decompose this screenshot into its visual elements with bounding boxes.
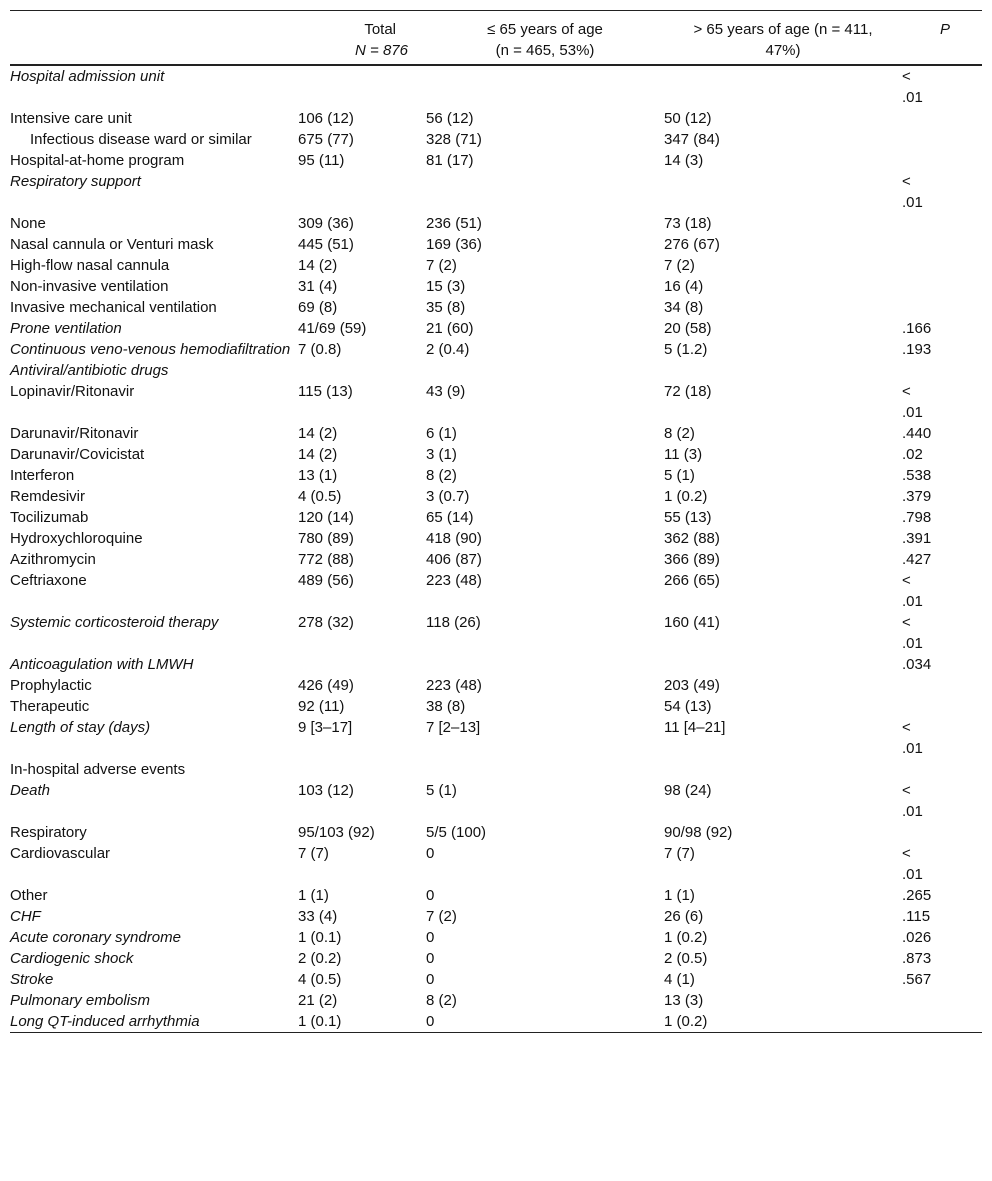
row-young bbox=[426, 759, 664, 780]
header-old-line1: > 65 years of age (n = 411, bbox=[693, 21, 873, 38]
row-p-value bbox=[902, 234, 982, 255]
row-total: 675 (77) bbox=[298, 130, 354, 148]
header-variable bbox=[10, 11, 298, 65]
row-p-value: < .01 bbox=[902, 613, 923, 652]
row-p-value: .265 bbox=[902, 886, 932, 904]
row-total: 4 (0.5) bbox=[298, 487, 342, 505]
row-p-value: .538 bbox=[902, 466, 932, 484]
row-young: 7 (2) bbox=[426, 907, 457, 925]
row-p-value: .166 bbox=[902, 319, 932, 337]
table-row bbox=[10, 465, 982, 486]
row-p-value: .391 bbox=[902, 529, 932, 547]
row-old: 8 (2) bbox=[664, 424, 695, 442]
row-old: 11 (3) bbox=[664, 445, 703, 463]
row-label: CHF bbox=[10, 907, 41, 925]
row-young: 65 (14) bbox=[426, 508, 474, 526]
table-row bbox=[10, 822, 982, 843]
row-old: 90/98 (92) bbox=[664, 823, 733, 841]
row-total: 4 (0.5) bbox=[298, 970, 342, 988]
row-total: 14 (2) bbox=[298, 424, 338, 442]
row-young: 418 (90) bbox=[426, 529, 482, 547]
row-p-value: .115 bbox=[902, 907, 931, 925]
row-p-value bbox=[902, 255, 982, 276]
row-label: Non-invasive ventilation bbox=[10, 277, 169, 295]
row-young: 8 (2) bbox=[426, 466, 457, 484]
row-total: 106 (12) bbox=[298, 109, 354, 127]
row-total: 7 (0.8) bbox=[298, 340, 342, 358]
table-row bbox=[10, 528, 982, 549]
header-total bbox=[298, 11, 426, 65]
table-row bbox=[10, 150, 982, 171]
row-total: 33 (4) bbox=[298, 907, 338, 925]
row-label: In-hospital adverse events bbox=[10, 760, 186, 778]
row-label: Infectious disease ward or similar bbox=[30, 130, 252, 148]
row-total bbox=[298, 654, 426, 675]
row-label: Interferon bbox=[10, 466, 75, 484]
row-young: 7 (2) bbox=[426, 256, 457, 274]
table-row bbox=[10, 423, 982, 444]
table-row bbox=[10, 549, 982, 570]
row-label: Ceftriaxone bbox=[10, 571, 87, 589]
row-label: Anticoagulation with LMWH bbox=[10, 655, 194, 673]
table-row bbox=[10, 1011, 982, 1033]
row-old: 55 (13) bbox=[664, 508, 712, 526]
table-row bbox=[10, 507, 982, 528]
row-total: 1 (0.1) bbox=[298, 928, 342, 946]
row-p-value bbox=[902, 129, 982, 150]
row-old: 203 (49) bbox=[664, 676, 720, 694]
row-old bbox=[664, 171, 902, 213]
row-total: 31 (4) bbox=[298, 277, 338, 295]
row-old: 20 (58) bbox=[664, 319, 712, 337]
row-young: 6 (1) bbox=[426, 424, 457, 442]
row-young: 0 bbox=[426, 886, 435, 904]
row-p-value: .440 bbox=[902, 424, 932, 442]
row-young: 15 (3) bbox=[426, 277, 466, 295]
table-row bbox=[10, 234, 982, 255]
row-young: 56 (12) bbox=[426, 109, 474, 127]
table-row bbox=[10, 108, 982, 129]
row-total: 41/69 (59) bbox=[298, 319, 367, 337]
table-row bbox=[10, 276, 982, 297]
row-p-value: .873 bbox=[902, 949, 932, 967]
row-young: 236 (51) bbox=[426, 214, 482, 232]
row-label: Darunavir/Ritonavir bbox=[10, 424, 139, 442]
row-p-value: < .01 bbox=[902, 67, 923, 106]
row-total: 489 (56) bbox=[298, 571, 354, 589]
header-old-line2: 47%) bbox=[765, 42, 801, 59]
row-total: 14 (2) bbox=[298, 445, 338, 463]
header-young-line1: ≤ 65 years of age bbox=[487, 21, 603, 38]
row-total: 1 (1) bbox=[298, 886, 329, 904]
table-row bbox=[10, 297, 982, 318]
row-young: 43 (9) bbox=[426, 382, 466, 400]
row-young bbox=[426, 360, 664, 381]
table-row bbox=[10, 444, 982, 465]
row-old: 5 (1) bbox=[664, 466, 695, 484]
row-old: 1 (1) bbox=[664, 886, 695, 904]
row-total bbox=[298, 360, 426, 381]
row-label: Lopinavir/Ritonavir bbox=[10, 382, 135, 400]
table-row bbox=[10, 927, 982, 948]
row-label: Tocilizumab bbox=[10, 508, 89, 526]
row-label: Nasal cannula or Venturi mask bbox=[10, 235, 214, 253]
row-label: Cardiovascular bbox=[10, 844, 111, 862]
row-total: 21 (2) bbox=[298, 991, 338, 1009]
row-label: Other bbox=[10, 886, 48, 904]
header-young bbox=[426, 11, 664, 65]
row-p-value bbox=[902, 990, 982, 1011]
row-old: 34 (8) bbox=[664, 298, 704, 316]
row-old: 13 (3) bbox=[664, 991, 704, 1009]
row-label: Prone ventilation bbox=[10, 319, 122, 337]
table-row bbox=[10, 654, 982, 675]
row-young: 38 (8) bbox=[426, 697, 466, 715]
table-row bbox=[10, 339, 982, 360]
header-total-line1: Total bbox=[364, 21, 396, 38]
table-row bbox=[10, 570, 982, 612]
row-young: 223 (48) bbox=[426, 571, 482, 589]
row-p-value bbox=[902, 696, 982, 717]
row-p-value bbox=[902, 675, 982, 696]
row-label: Pulmonary embolism bbox=[10, 991, 151, 1009]
table-row bbox=[10, 381, 982, 423]
row-p-value: .379 bbox=[902, 487, 932, 505]
row-label: Respiratory bbox=[10, 823, 87, 841]
row-total: 278 (32) bbox=[298, 613, 354, 631]
table-row bbox=[10, 990, 982, 1011]
row-label: Azithromycin bbox=[10, 550, 96, 568]
row-total: 772 (88) bbox=[298, 550, 354, 568]
row-total bbox=[298, 759, 426, 780]
row-young: 35 (8) bbox=[426, 298, 466, 316]
table-row bbox=[10, 696, 982, 717]
results-table bbox=[10, 10, 982, 1033]
table-row bbox=[10, 213, 982, 234]
row-label: Invasive mechanical ventilation bbox=[10, 298, 217, 316]
row-young: 223 (48) bbox=[426, 676, 482, 694]
row-p-value: .567 bbox=[902, 970, 932, 988]
row-young: 169 (36) bbox=[426, 235, 482, 253]
table-row bbox=[10, 255, 982, 276]
row-p-value bbox=[902, 759, 982, 780]
row-old: 50 (12) bbox=[664, 109, 712, 127]
row-total: 9 [3–17] bbox=[298, 718, 353, 736]
table-row bbox=[10, 885, 982, 906]
row-label: Acute coronary syndrome bbox=[10, 928, 181, 946]
row-total: 445 (51) bbox=[298, 235, 354, 253]
header-young-line2: (n = 465, 53%) bbox=[495, 42, 595, 59]
row-young: 21 (60) bbox=[426, 319, 474, 337]
table-row bbox=[10, 675, 982, 696]
row-p-value bbox=[902, 213, 982, 234]
header-row bbox=[10, 11, 982, 65]
row-old: 16 (4) bbox=[664, 277, 704, 295]
row-label: Systemic corticosteroid therapy bbox=[10, 613, 219, 631]
row-label: High-flow nasal cannula bbox=[10, 256, 170, 274]
row-young: 0 bbox=[426, 844, 435, 862]
row-young: 406 (87) bbox=[426, 550, 482, 568]
table-row bbox=[10, 780, 982, 822]
row-young: 81 (17) bbox=[426, 151, 474, 169]
row-old: 26 (6) bbox=[664, 907, 704, 925]
row-old: 1 (0.2) bbox=[664, 487, 708, 505]
header-p-value: P bbox=[902, 11, 982, 65]
row-old bbox=[664, 759, 902, 780]
row-p-value: .034 bbox=[902, 655, 932, 673]
row-old: 98 (24) bbox=[664, 781, 712, 799]
row-old: 266 (65) bbox=[664, 571, 720, 589]
row-young: 5/5 (100) bbox=[426, 823, 487, 841]
row-young: 7 [2–13] bbox=[426, 718, 481, 736]
row-p-value bbox=[902, 1011, 982, 1033]
row-label: Length of stay (days) bbox=[10, 718, 151, 736]
row-label: Death bbox=[10, 781, 51, 799]
row-total: 103 (12) bbox=[298, 781, 354, 799]
row-old: 4 (1) bbox=[664, 970, 695, 988]
row-p-value: .193 bbox=[902, 340, 932, 358]
table-row bbox=[10, 969, 982, 990]
row-label: Cardiogenic shock bbox=[10, 949, 134, 967]
row-old: 11 [4–21] bbox=[664, 718, 726, 736]
row-old bbox=[664, 65, 902, 108]
row-label: Long QT-induced arrhythmia bbox=[10, 1011, 298, 1033]
row-young: 2 (0.4) bbox=[426, 340, 470, 358]
row-young bbox=[426, 65, 664, 108]
row-total: 309 (36) bbox=[298, 214, 354, 232]
row-total: 115 (13) bbox=[298, 382, 353, 400]
row-p-value: .02 bbox=[902, 445, 923, 463]
table-row bbox=[10, 612, 982, 654]
row-p-value: .026 bbox=[902, 928, 932, 946]
row-old: 2 (0.5) bbox=[664, 949, 708, 967]
row-label: Hospital admission unit bbox=[10, 67, 165, 85]
row-young: 0 bbox=[426, 949, 435, 967]
row-label: Therapeutic bbox=[10, 697, 90, 715]
row-label: Intensive care unit bbox=[10, 109, 132, 127]
row-old: 362 (88) bbox=[664, 529, 720, 547]
row-young bbox=[426, 171, 664, 213]
row-young: 0 bbox=[426, 1011, 664, 1033]
row-old bbox=[664, 654, 902, 675]
row-old: 1 (0.2) bbox=[664, 1011, 902, 1033]
table-row bbox=[10, 843, 982, 885]
row-p-value: < .01 bbox=[902, 781, 923, 820]
row-young: 118 (26) bbox=[426, 613, 481, 631]
row-total: 426 (49) bbox=[298, 676, 354, 694]
row-total: 120 (14) bbox=[298, 508, 354, 526]
row-p-value bbox=[902, 276, 982, 297]
row-total: 2 (0.2) bbox=[298, 949, 342, 967]
row-old: 54 (13) bbox=[664, 697, 712, 715]
row-p-value: < .01 bbox=[902, 172, 923, 211]
row-p-value bbox=[902, 150, 982, 171]
row-p-value bbox=[902, 108, 982, 129]
row-p-value: .798 bbox=[902, 508, 932, 526]
row-total: 95/103 (92) bbox=[298, 823, 375, 841]
row-total: 7 (7) bbox=[298, 844, 329, 862]
table-row bbox=[10, 65, 982, 108]
table-row bbox=[10, 171, 982, 213]
row-label: Remdesivir bbox=[10, 487, 86, 505]
row-label: Darunavir/Covicistat bbox=[10, 445, 145, 463]
table-row bbox=[10, 948, 982, 969]
table-row bbox=[10, 717, 982, 759]
row-old: 276 (67) bbox=[664, 235, 720, 253]
row-old: 7 (7) bbox=[664, 844, 695, 862]
row-old: 1 (0.2) bbox=[664, 928, 708, 946]
row-p-value: .427 bbox=[902, 550, 932, 568]
row-label: Prophylactic bbox=[10, 676, 92, 694]
table-row bbox=[10, 759, 982, 780]
table-row bbox=[10, 360, 982, 381]
row-old: 5 (1.2) bbox=[664, 340, 708, 358]
row-total: 780 (89) bbox=[298, 529, 354, 547]
row-total: 92 (11) bbox=[298, 697, 345, 715]
row-young: 8 (2) bbox=[426, 991, 457, 1009]
table-row bbox=[10, 318, 982, 339]
row-old: 72 (18) bbox=[664, 382, 712, 400]
header-old bbox=[664, 11, 902, 65]
row-young: 0 bbox=[426, 970, 435, 988]
row-p-value: < .01 bbox=[902, 571, 923, 610]
row-label: Hospital-at-home program bbox=[10, 151, 185, 169]
table-row bbox=[10, 906, 982, 927]
row-p-value: < .01 bbox=[902, 718, 923, 757]
row-total: 69 (8) bbox=[298, 298, 338, 316]
row-p-value: < .01 bbox=[902, 844, 923, 883]
row-old: 160 (41) bbox=[664, 613, 720, 631]
row-young: 3 (1) bbox=[426, 445, 457, 463]
row-young: 328 (71) bbox=[426, 130, 482, 148]
table-row bbox=[10, 129, 982, 150]
row-old: 366 (89) bbox=[664, 550, 720, 568]
row-young: 3 (0.7) bbox=[426, 487, 470, 505]
row-p-value bbox=[902, 822, 982, 843]
header-total-line2: N = 876 bbox=[355, 42, 408, 59]
row-old: 14 (3) bbox=[664, 151, 704, 169]
row-p-value bbox=[902, 297, 982, 318]
row-label: Continuous veno-venous hemodiafiltration bbox=[10, 340, 291, 358]
row-young bbox=[426, 654, 664, 675]
row-p-value: < .01 bbox=[902, 382, 923, 421]
row-label: None bbox=[10, 214, 46, 232]
row-total: 1 (0.1) bbox=[298, 1011, 426, 1033]
row-label: Hydroxychloroquine bbox=[10, 529, 143, 547]
row-label: Respiratory support bbox=[10, 172, 141, 190]
row-young: 0 bbox=[426, 928, 435, 946]
row-total: 14 (2) bbox=[298, 256, 338, 274]
row-old: 73 (18) bbox=[664, 214, 712, 232]
row-young: 5 (1) bbox=[426, 781, 457, 799]
row-total bbox=[298, 65, 426, 108]
row-old: 7 (2) bbox=[664, 256, 695, 274]
table-row bbox=[10, 486, 982, 507]
row-p-value bbox=[902, 360, 982, 381]
row-total: 13 (1) bbox=[298, 466, 338, 484]
row-old bbox=[664, 360, 902, 381]
row-total: 95 (11) bbox=[298, 151, 345, 169]
row-label: Antiviral/antibiotic drugs bbox=[10, 361, 169, 379]
row-label: Stroke bbox=[10, 970, 54, 988]
row-old: 347 (84) bbox=[664, 130, 720, 148]
row-total bbox=[298, 171, 426, 213]
